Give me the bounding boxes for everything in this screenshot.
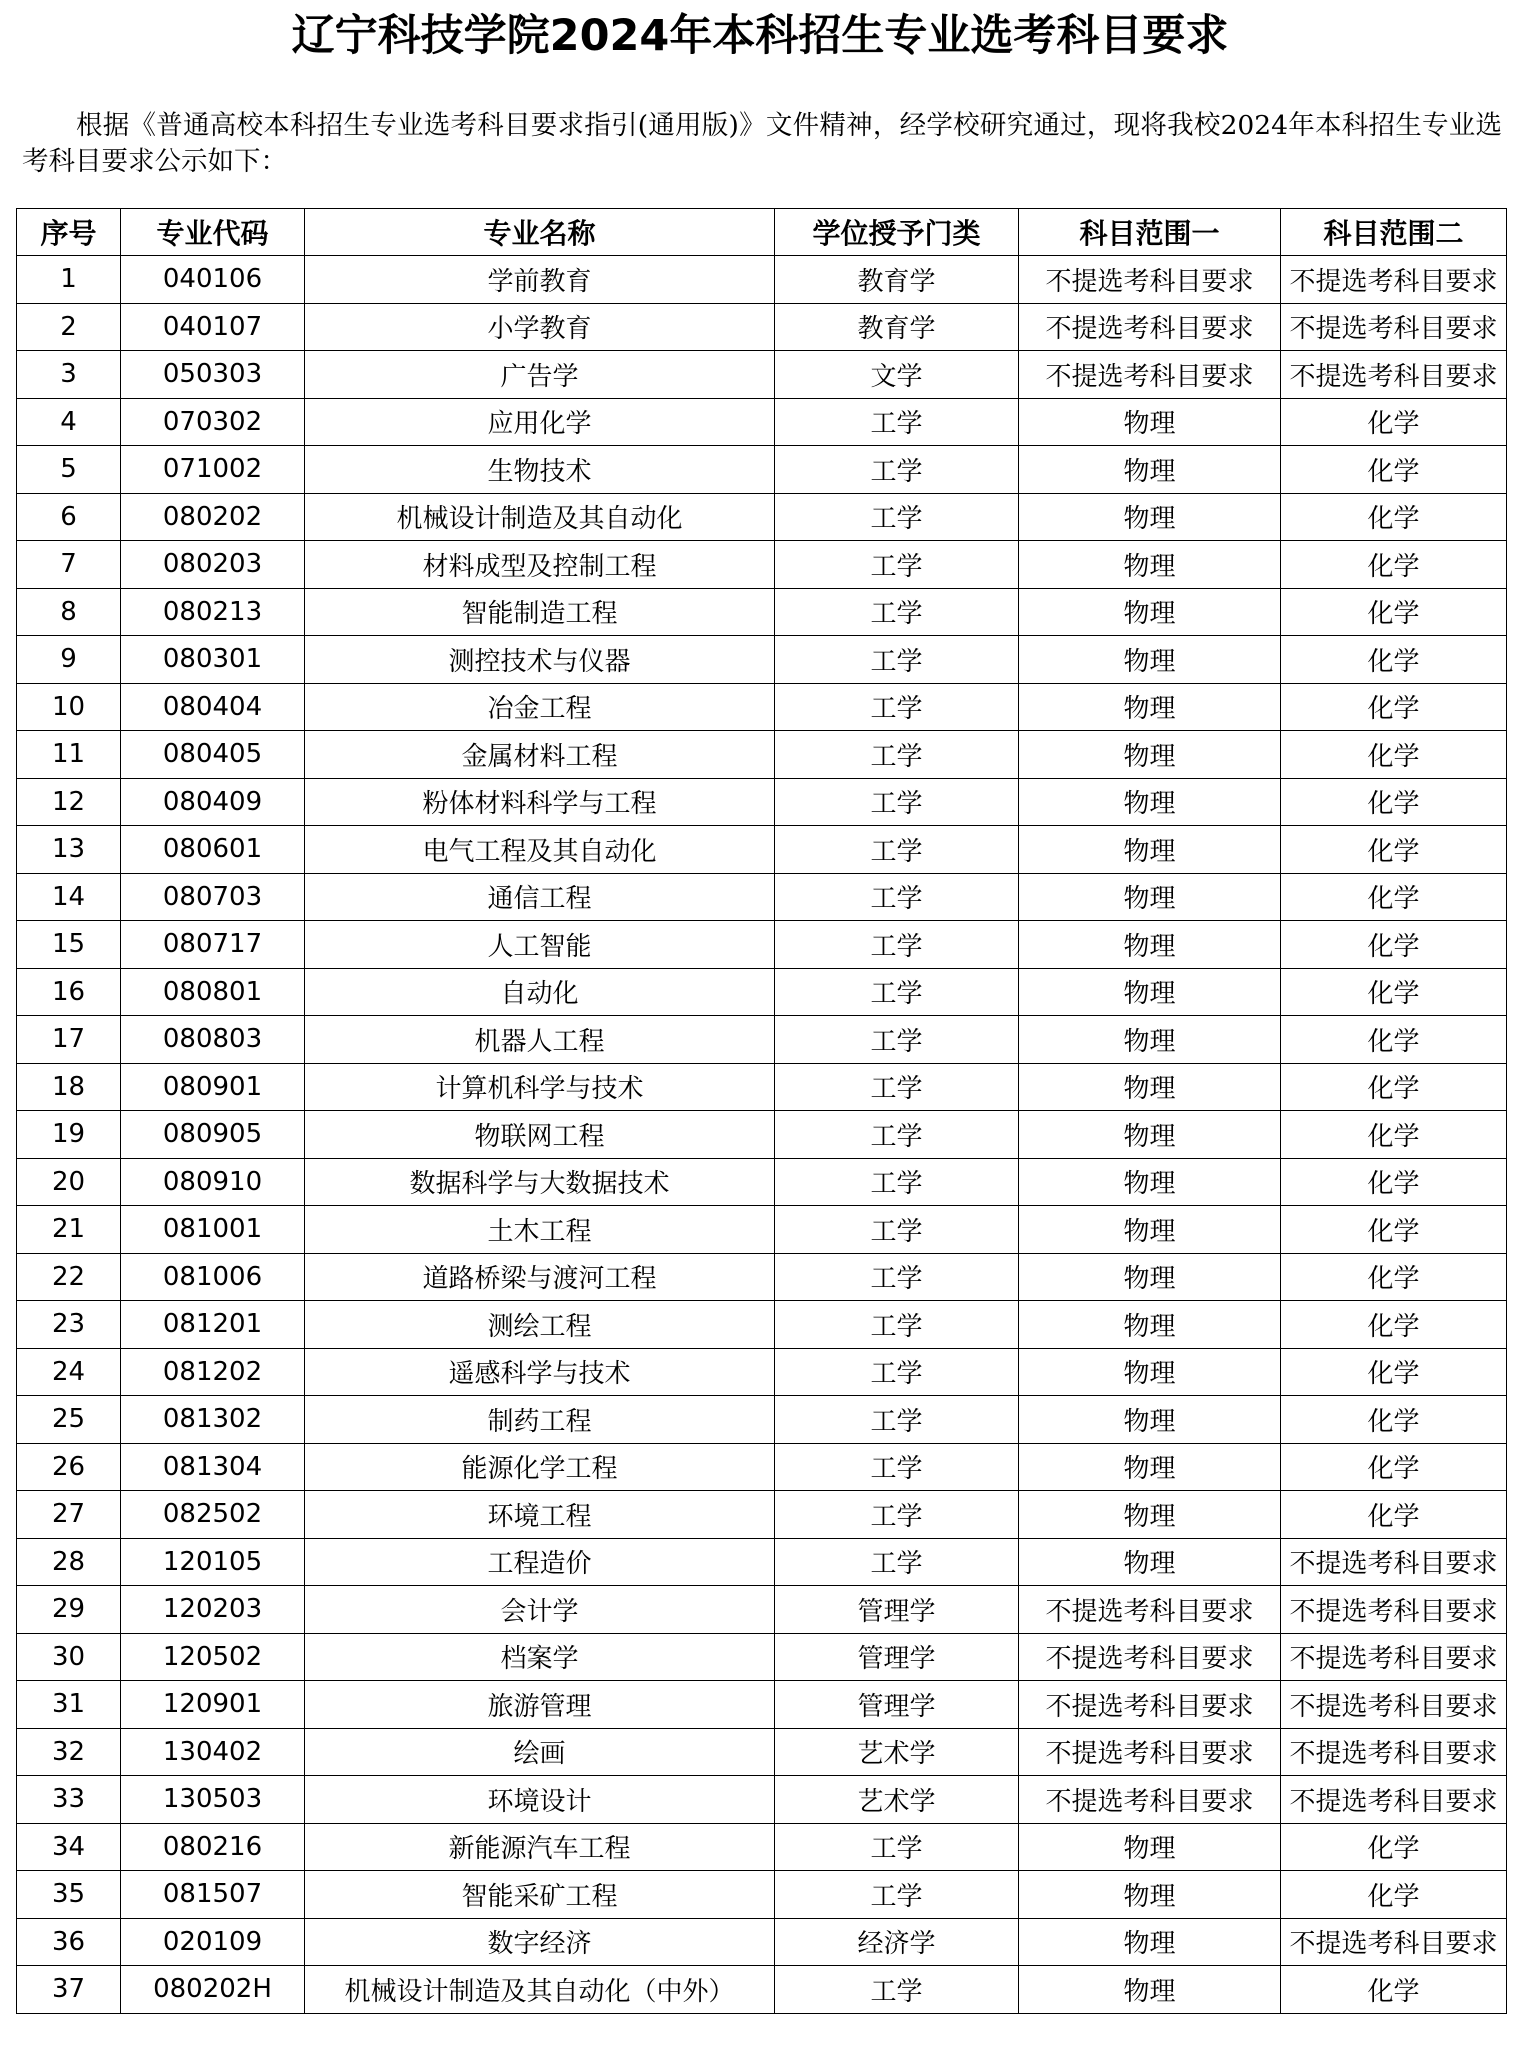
- cell-degree-category: 工学: [775, 1823, 1019, 1871]
- cell-subject-range-2: 化学: [1281, 541, 1507, 589]
- cell-major-name: 电气工程及其自动化: [305, 826, 775, 874]
- cell-index: 30: [17, 1633, 121, 1681]
- header-degree-category: 学位授予门类: [775, 209, 1019, 256]
- cell-subject-range-2: 化学: [1281, 588, 1507, 636]
- cell-subject-range-2: 化学: [1281, 921, 1507, 969]
- cell-major-name: 制药工程: [305, 1396, 775, 1444]
- cell-degree-category: 教育学: [775, 303, 1019, 351]
- table-row: [17, 493, 1507, 541]
- cell-degree-category: 工学: [775, 398, 1019, 446]
- table-row: [17, 351, 1507, 399]
- intro-paragraph: 根据《普通高校本科招生专业选考科目要求指引(通用版)》文件精神，经学校研究通过，现将我校2024年本科招生专业选考科目要求公示如下：: [22, 110, 1502, 177]
- cell-index: 24: [17, 1348, 121, 1396]
- cell-index: 5: [17, 446, 121, 494]
- cell-major-code: 080202: [121, 493, 305, 541]
- cell-index: 17: [17, 1016, 121, 1064]
- cell-major-code: 081006: [121, 1253, 305, 1301]
- table-row: [17, 1538, 1507, 1586]
- cell-major-name: 机械设计制造及其自动化: [305, 493, 775, 541]
- cell-major-code: 080203: [121, 541, 305, 589]
- cell-major-name: 计算机科学与技术: [305, 1063, 775, 1111]
- cell-subject-range-2: 化学: [1281, 1966, 1507, 2014]
- cell-degree-category: 工学: [775, 683, 1019, 731]
- cell-subject-range-2: 不提选考科目要求: [1281, 351, 1507, 399]
- cell-major-name: 智能制造工程: [305, 588, 775, 636]
- cell-subject-range-1: 物理: [1019, 1538, 1281, 1586]
- table-row: [17, 1348, 1507, 1396]
- cell-degree-category: 工学: [775, 1016, 1019, 1064]
- table-row: [17, 398, 1507, 446]
- table-row: [17, 873, 1507, 921]
- header-row: [17, 209, 1507, 256]
- table-header: [17, 209, 1507, 256]
- cell-degree-category: 工学: [775, 1301, 1019, 1349]
- cell-major-name: 测绘工程: [305, 1301, 775, 1349]
- cell-index: 18: [17, 1063, 121, 1111]
- cell-subject-range-1: 物理: [1019, 1111, 1281, 1159]
- cell-major-code: 080901: [121, 1063, 305, 1111]
- cell-subject-range-1: 物理: [1019, 541, 1281, 589]
- cell-index: 33: [17, 1776, 121, 1824]
- cell-subject-range-1: 物理: [1019, 1206, 1281, 1254]
- cell-major-code: 080601: [121, 826, 305, 874]
- cell-major-code: 081201: [121, 1301, 305, 1349]
- table-row: [17, 1776, 1507, 1824]
- cell-degree-category: 工学: [775, 1253, 1019, 1301]
- table-row: [17, 541, 1507, 589]
- cell-major-code: 120901: [121, 1681, 305, 1729]
- cell-subject-range-2: 化学: [1281, 1823, 1507, 1871]
- cell-index: 20: [17, 1158, 121, 1206]
- cell-major-code: 080213: [121, 588, 305, 636]
- table-row: [17, 256, 1507, 304]
- table-row: [17, 1111, 1507, 1159]
- cell-subject-range-2: 化学: [1281, 968, 1507, 1016]
- cell-subject-range-1: 物理: [1019, 1158, 1281, 1206]
- cell-major-name: 金属材料工程: [305, 731, 775, 779]
- cell-major-name: 遥感科学与技术: [305, 1348, 775, 1396]
- table-row: [17, 1728, 1507, 1776]
- cell-major-code: 081202: [121, 1348, 305, 1396]
- cell-degree-category: 工学: [775, 588, 1019, 636]
- cell-subject-range-2: 不提选考科目要求: [1281, 1728, 1507, 1776]
- table-row: [17, 1396, 1507, 1444]
- table-body: [17, 256, 1507, 2014]
- table-row: [17, 778, 1507, 826]
- cell-index: 1: [17, 256, 121, 304]
- cell-degree-category: 工学: [775, 921, 1019, 969]
- cell-major-code: 081304: [121, 1443, 305, 1491]
- requirements-table: [16, 208, 1507, 2014]
- cell-subject-range-2: 化学: [1281, 1206, 1507, 1254]
- table-row: [17, 1253, 1507, 1301]
- cell-major-name: 数字经济: [305, 1918, 775, 1966]
- cell-subject-range-1: 物理: [1019, 778, 1281, 826]
- cell-degree-category: 工学: [775, 1871, 1019, 1919]
- cell-major-code: 050303: [121, 351, 305, 399]
- cell-index: 8: [17, 588, 121, 636]
- cell-major-name: 土木工程: [305, 1206, 775, 1254]
- cell-subject-range-2: 化学: [1281, 398, 1507, 446]
- cell-subject-range-2: 不提选考科目要求: [1281, 1681, 1507, 1729]
- cell-index: 32: [17, 1728, 121, 1776]
- header-major-name: 专业名称: [305, 209, 775, 256]
- cell-index: 3: [17, 351, 121, 399]
- table-row: [17, 588, 1507, 636]
- cell-subject-range-1: 物理: [1019, 1918, 1281, 1966]
- cell-index: 7: [17, 541, 121, 589]
- cell-degree-category: 工学: [775, 873, 1019, 921]
- cell-index: 37: [17, 1966, 121, 2014]
- cell-degree-category: 工学: [775, 1206, 1019, 1254]
- cell-degree-category: 工学: [775, 778, 1019, 826]
- cell-major-code: 040106: [121, 256, 305, 304]
- cell-degree-category: 工学: [775, 1538, 1019, 1586]
- cell-major-code: 080703: [121, 873, 305, 921]
- cell-index: 29: [17, 1586, 121, 1634]
- table-row: [17, 636, 1507, 684]
- cell-subject-range-1: 物理: [1019, 398, 1281, 446]
- cell-subject-range-1: 物理: [1019, 1966, 1281, 2014]
- cell-subject-range-2: 化学: [1281, 826, 1507, 874]
- cell-subject-range-2: 化学: [1281, 1396, 1507, 1444]
- cell-subject-range-1: 物理: [1019, 968, 1281, 1016]
- table-row: [17, 1871, 1507, 1919]
- cell-degree-category: 文学: [775, 351, 1019, 399]
- cell-major-code: 020109: [121, 1918, 305, 1966]
- cell-major-name: 会计学: [305, 1586, 775, 1634]
- cell-subject-range-1: 物理: [1019, 683, 1281, 731]
- cell-major-code: 080202H: [121, 1966, 305, 2014]
- cell-subject-range-1: 物理: [1019, 636, 1281, 684]
- cell-subject-range-1: 物理: [1019, 1443, 1281, 1491]
- cell-major-code: 080905: [121, 1111, 305, 1159]
- cell-subject-range-1: 不提选考科目要求: [1019, 256, 1281, 304]
- cell-subject-range-2: 化学: [1281, 683, 1507, 731]
- table-row: [17, 1966, 1507, 2014]
- cell-subject-range-2: 化学: [1281, 1491, 1507, 1539]
- cell-major-code: 080301: [121, 636, 305, 684]
- cell-degree-category: 工学: [775, 968, 1019, 1016]
- cell-degree-category: 管理学: [775, 1681, 1019, 1729]
- cell-subject-range-1: 物理: [1019, 1823, 1281, 1871]
- cell-subject-range-1: 不提选考科目要求: [1019, 1776, 1281, 1824]
- cell-index: 34: [17, 1823, 121, 1871]
- cell-major-name: 生物技术: [305, 446, 775, 494]
- cell-subject-range-2: 化学: [1281, 1016, 1507, 1064]
- cell-degree-category: 工学: [775, 1063, 1019, 1111]
- cell-degree-category: 教育学: [775, 256, 1019, 304]
- cell-subject-range-2: 不提选考科目要求: [1281, 1776, 1507, 1824]
- cell-index: 31: [17, 1681, 121, 1729]
- table-row: [17, 683, 1507, 731]
- table-row: [17, 446, 1507, 494]
- cell-major-code: 080409: [121, 778, 305, 826]
- cell-major-name: 应用化学: [305, 398, 775, 446]
- cell-degree-category: 工学: [775, 826, 1019, 874]
- cell-subject-range-2: 化学: [1281, 731, 1507, 779]
- cell-index: 35: [17, 1871, 121, 1919]
- cell-degree-category: 艺术学: [775, 1776, 1019, 1824]
- cell-subject-range-1: 物理: [1019, 1396, 1281, 1444]
- cell-major-name: 小学教育: [305, 303, 775, 351]
- cell-degree-category: 工学: [775, 731, 1019, 779]
- cell-subject-range-1: 物理: [1019, 446, 1281, 494]
- cell-subject-range-1: 物理: [1019, 731, 1281, 779]
- cell-subject-range-1: 不提选考科目要求: [1019, 1681, 1281, 1729]
- cell-major-code: 080803: [121, 1016, 305, 1064]
- cell-index: 26: [17, 1443, 121, 1491]
- cell-subject-range-1: 物理: [1019, 1871, 1281, 1919]
- header-subject-range-1: 科目范围一: [1019, 209, 1281, 256]
- cell-subject-range-1: 物理: [1019, 588, 1281, 636]
- cell-index: 11: [17, 731, 121, 779]
- cell-index: 16: [17, 968, 121, 1016]
- cell-index: 13: [17, 826, 121, 874]
- header-subject-range-2: 科目范围二: [1281, 209, 1507, 256]
- cell-major-code: 130402: [121, 1728, 305, 1776]
- table-row: [17, 303, 1507, 351]
- table-row: [17, 921, 1507, 969]
- cell-major-name: 学前教育: [305, 256, 775, 304]
- cell-major-name: 新能源汽车工程: [305, 1823, 775, 1871]
- cell-major-code: 120105: [121, 1538, 305, 1586]
- cell-major-name: 绘画: [305, 1728, 775, 1776]
- cell-subject-range-1: 物理: [1019, 1016, 1281, 1064]
- table-row: [17, 1633, 1507, 1681]
- cell-degree-category: 工学: [775, 1158, 1019, 1206]
- cell-major-name: 测控技术与仪器: [305, 636, 775, 684]
- cell-degree-category: 工学: [775, 541, 1019, 589]
- cell-subject-range-2: 不提选考科目要求: [1281, 1586, 1507, 1634]
- cell-subject-range-1: 物理: [1019, 1253, 1281, 1301]
- cell-index: 15: [17, 921, 121, 969]
- cell-major-code: 080404: [121, 683, 305, 731]
- cell-degree-category: 管理学: [775, 1586, 1019, 1634]
- cell-major-name: 人工智能: [305, 921, 775, 969]
- cell-subject-range-1: 不提选考科目要求: [1019, 1633, 1281, 1681]
- table-row: [17, 1301, 1507, 1349]
- cell-major-name: 道路桥梁与渡河工程: [305, 1253, 775, 1301]
- cell-major-name: 广告学: [305, 351, 775, 399]
- cell-major-name: 环境设计: [305, 1776, 775, 1824]
- table-row: [17, 1681, 1507, 1729]
- cell-major-name: 冶金工程: [305, 683, 775, 731]
- cell-index: 22: [17, 1253, 121, 1301]
- cell-subject-range-2: 不提选考科目要求: [1281, 256, 1507, 304]
- cell-subject-range-1: 物理: [1019, 1491, 1281, 1539]
- cell-subject-range-2: 化学: [1281, 778, 1507, 826]
- cell-degree-category: 工学: [775, 1111, 1019, 1159]
- cell-major-name: 能源化学工程: [305, 1443, 775, 1491]
- cell-major-code: 080801: [121, 968, 305, 1016]
- cell-major-name: 旅游管理: [305, 1681, 775, 1729]
- cell-degree-category: 管理学: [775, 1633, 1019, 1681]
- cell-index: 25: [17, 1396, 121, 1444]
- cell-major-code: 120502: [121, 1633, 305, 1681]
- table-row: [17, 731, 1507, 779]
- cell-major-name: 通信工程: [305, 873, 775, 921]
- table-row: [17, 1491, 1507, 1539]
- cell-index: 19: [17, 1111, 121, 1159]
- table-row: [17, 1158, 1507, 1206]
- cell-degree-category: 工学: [775, 446, 1019, 494]
- cell-degree-category: 工学: [775, 636, 1019, 684]
- cell-subject-range-2: 化学: [1281, 493, 1507, 541]
- cell-major-code: 081001: [121, 1206, 305, 1254]
- table-row: [17, 826, 1507, 874]
- header-index: 序号: [17, 209, 121, 256]
- cell-major-code: 080216: [121, 1823, 305, 1871]
- cell-degree-category: 经济学: [775, 1918, 1019, 1966]
- table-row: [17, 1823, 1507, 1871]
- cell-major-code: 080405: [121, 731, 305, 779]
- cell-subject-range-2: 化学: [1281, 1158, 1507, 1206]
- cell-index: 4: [17, 398, 121, 446]
- cell-subject-range-2: 化学: [1281, 446, 1507, 494]
- cell-index: 27: [17, 1491, 121, 1539]
- cell-subject-range-1: 物理: [1019, 1348, 1281, 1396]
- table-row: [17, 1206, 1507, 1254]
- cell-degree-category: 工学: [775, 1966, 1019, 2014]
- cell-subject-range-2: 化学: [1281, 636, 1507, 684]
- cell-subject-range-1: 物理: [1019, 873, 1281, 921]
- cell-major-name: 数据科学与大数据技术: [305, 1158, 775, 1206]
- cell-major-name: 档案学: [305, 1633, 775, 1681]
- cell-major-code: 120203: [121, 1586, 305, 1634]
- cell-subject-range-2: 不提选考科目要求: [1281, 1633, 1507, 1681]
- cell-major-code: 080910: [121, 1158, 305, 1206]
- cell-major-code: 080717: [121, 921, 305, 969]
- cell-major-code: 071002: [121, 446, 305, 494]
- cell-subject-range-1: 物理: [1019, 1063, 1281, 1111]
- cell-index: 21: [17, 1206, 121, 1254]
- cell-subject-range-1: 不提选考科目要求: [1019, 1586, 1281, 1634]
- cell-index: 2: [17, 303, 121, 351]
- page-title: 辽宁科技学院2024年本科招生专业选考科目要求: [291, 11, 1229, 61]
- cell-index: 14: [17, 873, 121, 921]
- cell-degree-category: 工学: [775, 1348, 1019, 1396]
- cell-major-name: 智能采矿工程: [305, 1871, 775, 1919]
- table-row: [17, 1016, 1507, 1064]
- cell-degree-category: 工学: [775, 1443, 1019, 1491]
- cell-index: 12: [17, 778, 121, 826]
- cell-major-name: 物联网工程: [305, 1111, 775, 1159]
- cell-major-name: 机器人工程: [305, 1016, 775, 1064]
- table-row: [17, 1063, 1507, 1111]
- cell-index: 6: [17, 493, 121, 541]
- cell-subject-range-2: 化学: [1281, 1063, 1507, 1111]
- cell-major-name: 粉体材料科学与工程: [305, 778, 775, 826]
- cell-subject-range-2: 化学: [1281, 873, 1507, 921]
- cell-subject-range-2: 不提选考科目要求: [1281, 1918, 1507, 1966]
- cell-subject-range-2: 化学: [1281, 1253, 1507, 1301]
- cell-subject-range-2: 化学: [1281, 1301, 1507, 1349]
- cell-degree-category: 工学: [775, 1491, 1019, 1539]
- cell-subject-range-1: 物理: [1019, 921, 1281, 969]
- cell-major-name: 自动化: [305, 968, 775, 1016]
- cell-major-name: 环境工程: [305, 1491, 775, 1539]
- cell-subject-range-1: 物理: [1019, 1301, 1281, 1349]
- cell-subject-range-2: 化学: [1281, 1871, 1507, 1919]
- cell-degree-category: 艺术学: [775, 1728, 1019, 1776]
- cell-major-name: 机械设计制造及其自动化（中外）: [305, 1966, 775, 2014]
- cell-subject-range-2: 化学: [1281, 1348, 1507, 1396]
- cell-index: 36: [17, 1918, 121, 1966]
- table-row: [17, 968, 1507, 1016]
- cell-major-code: 070302: [121, 398, 305, 446]
- cell-major-code: 130503: [121, 1776, 305, 1824]
- cell-index: 9: [17, 636, 121, 684]
- cell-major-code: 081302: [121, 1396, 305, 1444]
- cell-major-code: 040107: [121, 303, 305, 351]
- cell-subject-range-2: 化学: [1281, 1443, 1507, 1491]
- cell-major-name: 工程造价: [305, 1538, 775, 1586]
- cell-subject-range-1: 不提选考科目要求: [1019, 351, 1281, 399]
- cell-subject-range-1: 物理: [1019, 826, 1281, 874]
- cell-degree-category: 工学: [775, 1396, 1019, 1444]
- cell-subject-range-1: 物理: [1019, 493, 1281, 541]
- table-row: [17, 1443, 1507, 1491]
- cell-subject-range-2: 不提选考科目要求: [1281, 1538, 1507, 1586]
- cell-index: 28: [17, 1538, 121, 1586]
- table-row: [17, 1586, 1507, 1634]
- cell-major-code: 082502: [121, 1491, 305, 1539]
- cell-major-name: 材料成型及控制工程: [305, 541, 775, 589]
- table-row: [17, 1918, 1507, 1966]
- cell-subject-range-1: 不提选考科目要求: [1019, 1728, 1281, 1776]
- cell-index: 10: [17, 683, 121, 731]
- cell-major-code: 081507: [121, 1871, 305, 1919]
- cell-degree-category: 工学: [775, 493, 1019, 541]
- cell-subject-range-2: 不提选考科目要求: [1281, 303, 1507, 351]
- cell-subject-range-2: 化学: [1281, 1111, 1507, 1159]
- cell-index: 23: [17, 1301, 121, 1349]
- header-major-code: 专业代码: [121, 209, 305, 256]
- cell-subject-range-1: 不提选考科目要求: [1019, 303, 1281, 351]
